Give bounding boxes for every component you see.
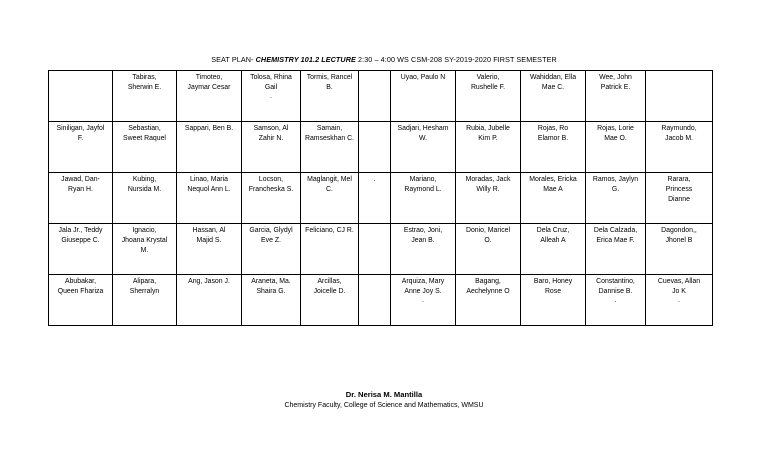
seat-cell <box>391 71 456 122</box>
student-name: Rubia, Jubelle Kim P. <box>466 125 510 142</box>
title-prefix: SEAT PLAN- <box>211 55 256 64</box>
seat-cell <box>521 71 586 122</box>
student-name: Alipara, Sherralyn <box>129 278 160 295</box>
page-title <box>0 55 768 64</box>
seat-cell <box>646 224 713 275</box>
seat-cell <box>301 224 359 275</box>
seat-cell <box>242 71 301 122</box>
seat-row <box>49 71 713 122</box>
student-name: . <box>373 176 376 183</box>
seat-cell <box>359 275 391 326</box>
student-name: Arcillas, Joicelle D. <box>313 278 346 295</box>
seat-cell <box>391 224 456 275</box>
seat-cell <box>586 275 646 326</box>
seat-mark: . <box>678 297 680 304</box>
seat-cell <box>177 71 242 122</box>
student-name: Siniligan, Jayfol F. <box>56 125 105 142</box>
student-name: Moradas, Jack Willy R. <box>465 176 511 193</box>
student-name: Jala Jr., Teddy Giuseppe C. <box>58 227 103 244</box>
seat-cell <box>646 173 713 224</box>
seat-cell <box>177 173 242 224</box>
seat-row <box>49 224 713 275</box>
student-name: Cuevas, Allan Jo K <box>657 278 701 295</box>
seat-cell <box>521 224 586 275</box>
seat-cell <box>456 275 521 326</box>
student-name: Ramos, Jaylyn G. <box>592 176 639 193</box>
seat-cell <box>586 224 646 275</box>
student-name: Timoteo, Jaymar Cesar <box>187 74 231 91</box>
seat-cell <box>301 71 359 122</box>
student-name: Rojas, Ro Elamor B. <box>537 125 569 142</box>
seat-cell <box>586 122 646 173</box>
title-suffix: 2:30 – 4:00 WS CSM-208 SY-2019-2020 FIRST SEMESTER <box>355 55 557 64</box>
seat-mark: . <box>614 297 617 304</box>
student-name: Feliciano, CJ R. <box>305 227 354 234</box>
student-name: Tabiras, Sherwin E. <box>127 74 162 91</box>
seat-plan-body <box>49 71 713 326</box>
seat-cell <box>177 122 242 173</box>
student-name: Dela Calzada, Erica Mae F. <box>593 227 638 244</box>
seat-mark: . <box>422 297 424 304</box>
student-name: Abubakar, Queen Fhariza <box>57 278 104 295</box>
student-name: Dagondon,, Jhonel B <box>661 227 697 244</box>
title-course: CHEMISTRY 101.2 LECTURE <box>255 55 356 64</box>
seat-cell <box>177 224 242 275</box>
seat-plan-table <box>48 70 713 326</box>
student-name: Baro, Honey Rose <box>533 278 573 295</box>
student-name: Tolosa, Rhina Gail <box>250 74 292 91</box>
seat-cell <box>646 71 713 122</box>
seat-cell <box>646 275 713 326</box>
seat-cell <box>49 122 113 173</box>
seat-cell <box>521 275 586 326</box>
seat-cell <box>242 275 301 326</box>
seat-row <box>49 122 713 173</box>
seat-cell <box>359 71 391 122</box>
student-name: Sebastian, Sweet Raquel <box>123 125 166 142</box>
seat-cell <box>49 173 113 224</box>
seat-cell <box>586 71 646 122</box>
student-name: Kubing, Nursida M. <box>127 176 162 193</box>
student-name: Donio, Maricel O. <box>465 227 511 244</box>
student-name: Bagang, Aechelynne O <box>466 278 510 295</box>
seat-cell <box>301 122 359 173</box>
seat-cell <box>456 122 521 173</box>
student-name: Raymundo, Jacob M. <box>661 125 697 142</box>
student-name: Linao, Maria Nequol Ann L. <box>187 176 231 193</box>
seat-cell <box>586 173 646 224</box>
seat-cell <box>177 275 242 326</box>
seat-cell <box>242 122 301 173</box>
seat-row <box>49 173 713 224</box>
student-name: Rarara, Princess Dianne <box>665 176 693 203</box>
seat-cell <box>359 224 391 275</box>
seat-cell <box>391 122 456 173</box>
student-name: Locson, Francheska S. <box>248 176 294 193</box>
student-name: Morales, Ericka Mae A <box>529 176 577 193</box>
student-name: Jawad, Dan- Ryan H. <box>61 176 100 193</box>
seat-cell <box>359 122 391 173</box>
student-name: Mariano, Raymond L. <box>404 176 442 193</box>
student-name: Hassan, Al Majid S. <box>192 227 226 244</box>
student-name: Valerio, Rushelle F. <box>470 74 506 91</box>
student-name: Ignacio, Jhoana Krystal M. <box>121 227 168 254</box>
student-name: Rojas, Lorie Mae O. <box>597 125 634 142</box>
seat-cell <box>49 275 113 326</box>
seat-cell <box>391 173 456 224</box>
student-name: Garcia, Glydyl Eve Z. <box>249 227 293 244</box>
signatory-role: Chemistry Faculty, College of Science and Mathematics, WMSU <box>284 402 484 409</box>
seat-mark: . <box>270 93 272 100</box>
seat-cell <box>113 224 177 275</box>
seat-cell <box>113 122 177 173</box>
seat-cell <box>521 173 586 224</box>
student-name: Dela Cruz, Alleah A <box>536 227 570 244</box>
seat-cell <box>49 224 113 275</box>
student-name: Constantino, Dannise B. <box>596 278 635 295</box>
student-name: Estrao, Joni, Jean B. <box>403 227 443 244</box>
student-name: Sadjari, Hesham W. <box>397 125 449 142</box>
student-name: Tormis, Rancel B. <box>306 74 353 91</box>
seat-cell <box>646 122 713 173</box>
seat-cell <box>242 224 301 275</box>
student-name: Sappari, Ben B. <box>184 125 234 132</box>
student-name: Araneta, Ma. Shaira G. <box>251 278 291 295</box>
seat-cell <box>359 173 391 224</box>
seat-cell <box>456 71 521 122</box>
seat-cell <box>301 275 359 326</box>
seat-cell <box>301 173 359 224</box>
seat-cell <box>113 173 177 224</box>
student-name: Wee, John Patrick E. <box>599 74 632 91</box>
student-name: Samson, Al Zahir N. <box>253 125 289 142</box>
seat-cell <box>242 173 301 224</box>
seat-cell <box>391 275 456 326</box>
student-name: Arquiza, Mary Anne Joy S. <box>401 278 445 295</box>
student-name: Ang, Jason J. <box>188 278 230 285</box>
seat-row <box>49 275 713 326</box>
student-name: Samain, Ramseskhan C. <box>304 125 355 142</box>
signatory-name: Dr. Nerisa M. Mantilla <box>345 390 423 399</box>
seat-cell <box>113 275 177 326</box>
student-name: Maglangit, Mel C. <box>307 176 352 193</box>
seat-cell <box>521 122 586 173</box>
seat-cell <box>456 224 521 275</box>
seat-cell <box>113 71 177 122</box>
student-name: Wahiddan, Ella Mae C. <box>529 74 577 91</box>
seat-cell <box>456 173 521 224</box>
student-name: Uyao, Paulo N <box>400 74 446 81</box>
seat-cell <box>49 71 113 122</box>
